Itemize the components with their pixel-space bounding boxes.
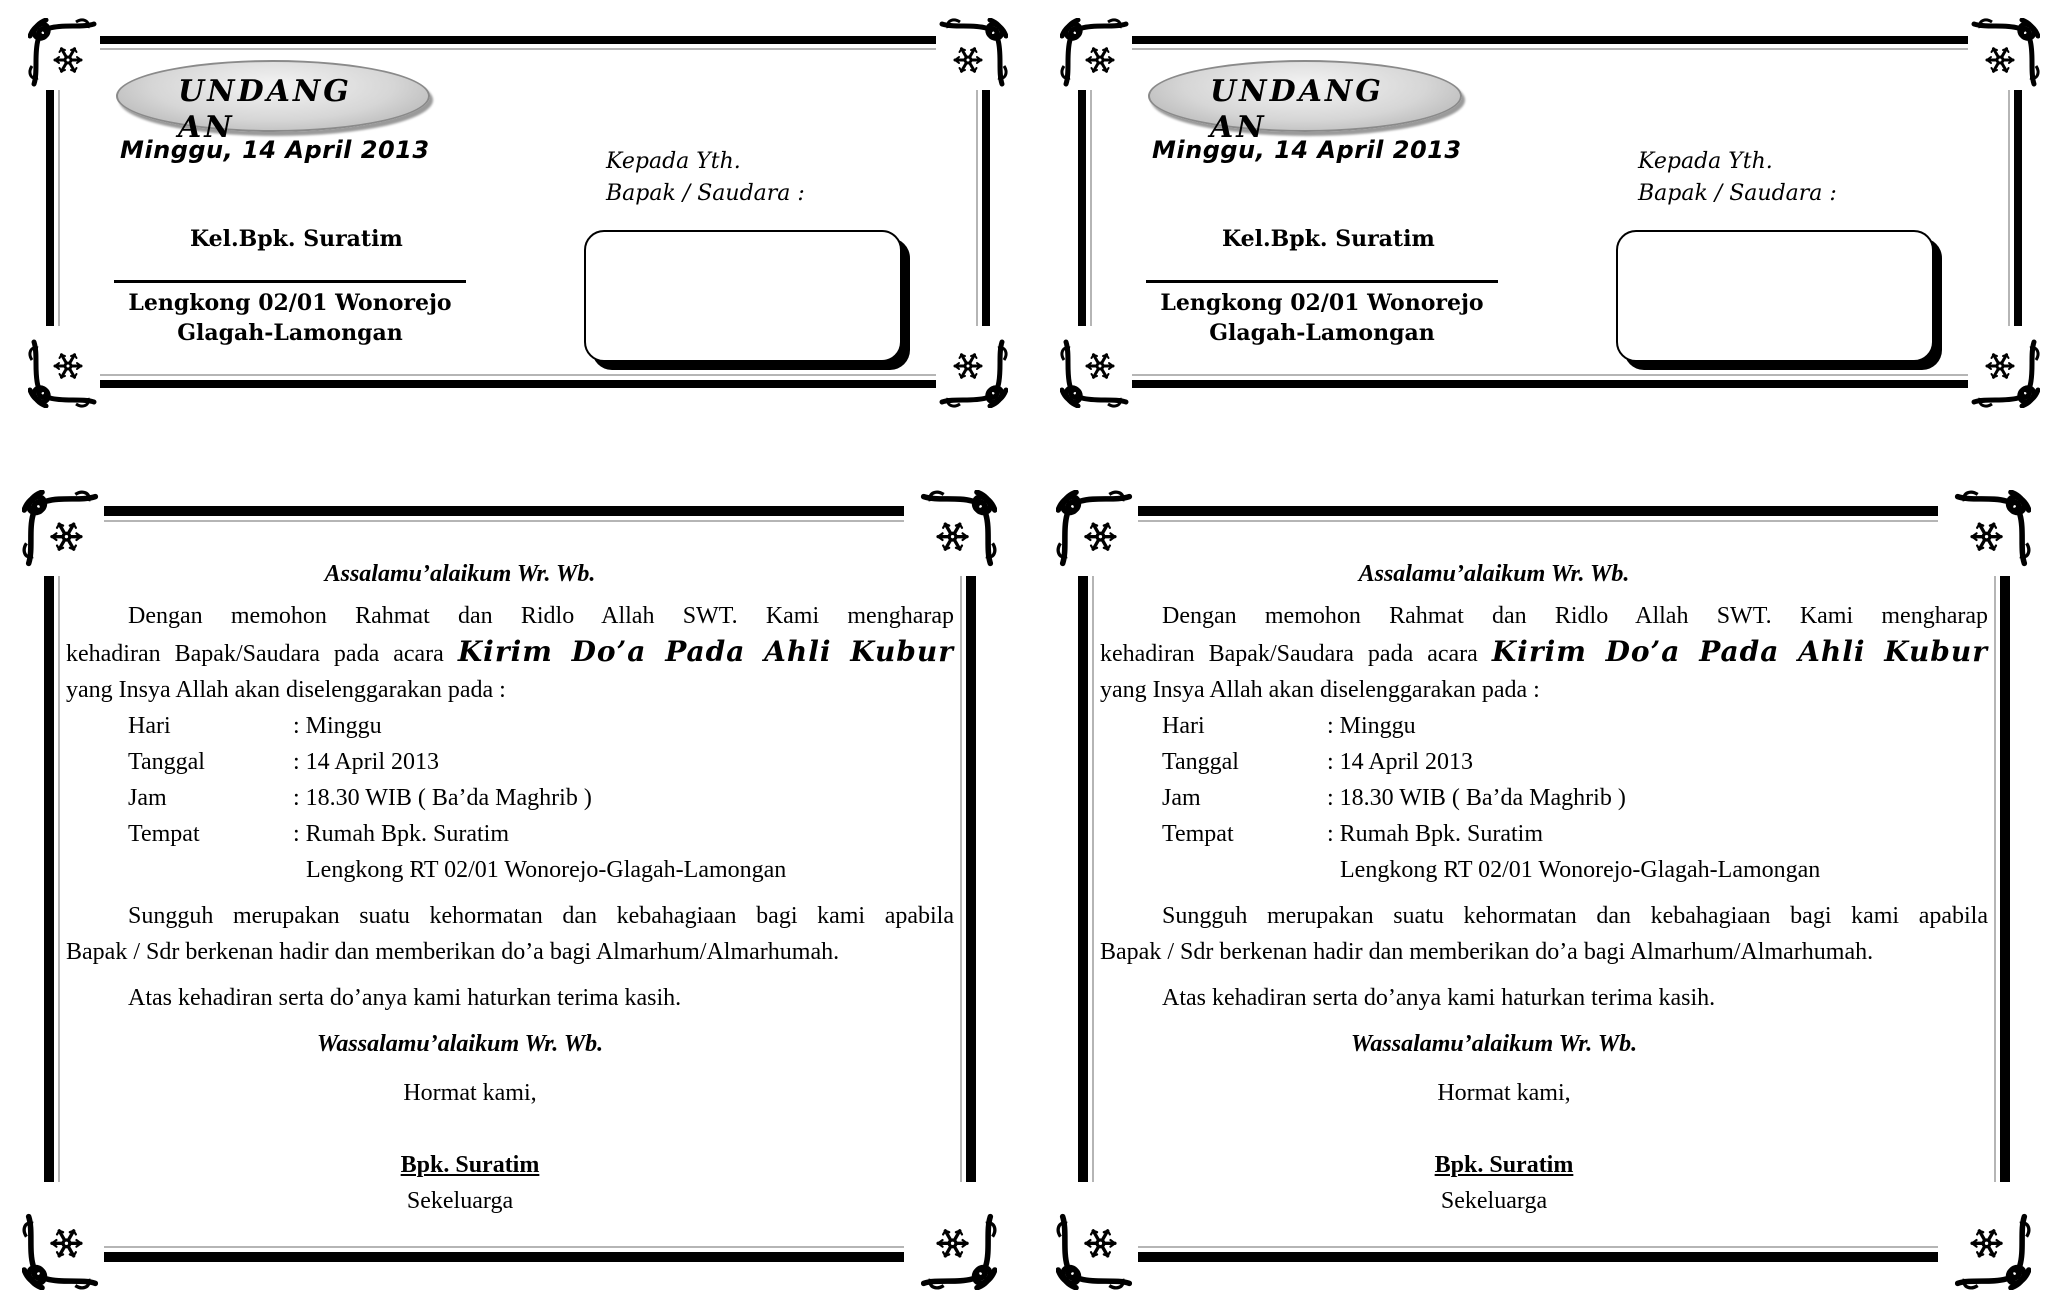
greeting: Assalamu’alaikum Wr. Wb. xyxy=(324,561,596,587)
title-text: UNDANGAN xyxy=(1210,74,1384,145)
detail-row xyxy=(1100,708,1988,744)
frame-right xyxy=(982,90,990,326)
frame-left xyxy=(46,90,54,326)
corner-ornament-icon xyxy=(28,18,100,90)
detail-row xyxy=(66,708,954,744)
title-text: UNDANGAN xyxy=(178,74,352,145)
detail-label: Tempat xyxy=(1162,821,1234,847)
recipient-label xyxy=(1638,146,1837,210)
detail-value: : 14 April 2013 xyxy=(1327,749,1474,775)
detail-row xyxy=(1100,780,1988,816)
corner-ornament-icon xyxy=(917,1210,997,1290)
frame-bottom-inner xyxy=(1138,1246,1938,1248)
frame-bottom xyxy=(1138,1252,1938,1262)
detail-label: Tanggal xyxy=(1162,749,1239,775)
signer-note: Sekeluarga xyxy=(1440,1188,1548,1214)
detail-value: : Rumah Bpk. Suratim xyxy=(293,821,509,847)
letter-card-left xyxy=(22,490,997,1290)
greeting: Assalamu’alaikum Wr. Wb. xyxy=(1358,561,1630,587)
detail-value: : Minggu xyxy=(293,713,382,739)
detail-value: : 14 April 2013 xyxy=(293,749,440,775)
corner-ornament-icon xyxy=(1056,1210,1136,1290)
frame-bottom-inner xyxy=(1132,374,1968,376)
closing: Wassalamu’alaikum Wr. Wb. xyxy=(316,1031,604,1057)
frame-top-inner xyxy=(104,520,904,522)
signer-note: Sekeluarga xyxy=(406,1188,514,1214)
detail-row xyxy=(1100,816,1988,852)
frame-bottom xyxy=(104,1252,904,1262)
corner-ornament-icon xyxy=(1060,336,1132,408)
frame-bottom-inner xyxy=(104,1246,904,1248)
event-name: Kirim Do’a Pada Ahli Kubur xyxy=(1491,635,1988,668)
closing: Wassalamu’alaikum Wr. Wb. xyxy=(1350,1031,1638,1057)
detail-label: Tanggal xyxy=(128,749,205,775)
detail-row xyxy=(66,816,954,852)
detail-row xyxy=(66,780,954,816)
frame-top xyxy=(104,506,904,516)
recipient-line: Bapak / Saudara : xyxy=(606,181,805,206)
paragraph-line: Sungguh merupakan suatu kehormatan dan kebahagiaan bagi kami apabila xyxy=(128,903,954,929)
paragraph-line: Atas kehadiran serta do’anya kami haturkan terima kasih. xyxy=(1162,985,1716,1011)
letter-card-right xyxy=(1056,490,2031,1290)
signer-name: Bpk. Suratim xyxy=(1434,1152,1574,1178)
frame-left xyxy=(44,576,54,1182)
title-badge xyxy=(1148,60,1462,145)
envelope-card-left xyxy=(28,18,1008,408)
corner-ornament-icon xyxy=(1951,1210,2031,1290)
title-badge xyxy=(116,60,430,145)
detail-value: : Rumah Bpk. Suratim xyxy=(1327,821,1543,847)
paragraph-line: yang Insya Allah akan diselenggarakan pada : xyxy=(66,677,506,703)
frame-top xyxy=(1132,36,1968,44)
paragraph-text: kehadiran Bapak/Saudara pada acara xyxy=(66,641,444,667)
recipient-address-box[interactable] xyxy=(584,230,902,362)
paragraph-text: kehadiran Bapak/Saudara pada acara xyxy=(1100,641,1478,667)
detail-place-line2: Lengkong RT 02/01 Wonorejo-Glagah-Lamongan xyxy=(306,857,787,883)
frame-bottom xyxy=(1132,380,1968,388)
detail-label: Hari xyxy=(1162,713,1205,739)
envelope-address xyxy=(114,288,466,348)
detail-label: Jam xyxy=(1162,785,1201,811)
detail-label: Tempat xyxy=(128,821,200,847)
frame-top xyxy=(100,36,936,44)
recipient-address-box[interactable] xyxy=(1616,230,1934,362)
frame-top xyxy=(1138,506,1938,516)
detail-label: Hari xyxy=(128,713,171,739)
recipient-line: Bapak / Saudara : xyxy=(1638,181,1837,206)
frame-right xyxy=(2000,576,2010,1182)
recipient-line: Kepada Yth. xyxy=(1638,149,1773,174)
signer-name: Bpk. Suratim xyxy=(400,1152,540,1178)
paragraph-line: Dengan memohon Rahmat dan Ridlo Allah SWT. Kami mengharap xyxy=(128,603,954,629)
paragraph-line: Sungguh merupakan suatu kehormatan dan kebahagiaan bagi kami apabila xyxy=(1162,903,1988,929)
frame-right-inner xyxy=(960,576,962,1182)
letter-body xyxy=(66,556,954,1062)
frame-right xyxy=(966,576,976,1182)
envelope-date: Minggu, 14 April 2013 xyxy=(1152,136,1462,164)
detail-label: Jam xyxy=(128,785,167,811)
address-line: Lengkong 02/01 Wonorejo xyxy=(1160,290,1484,316)
envelope-sender: Kel.Bpk. Suratim xyxy=(190,226,403,252)
corner-ornament-icon xyxy=(22,1210,102,1290)
frame-top-inner xyxy=(1138,520,1938,522)
frame-left-inner xyxy=(1092,576,1094,1182)
regards: Hormat kami, xyxy=(403,1080,537,1106)
frame-bottom-inner xyxy=(100,374,936,376)
paragraph-line: Bapak / Sdr berkenan hadir dan memberikan do’a bagi Almarhum/Almarhumah. xyxy=(66,939,840,965)
detail-value: : 18.30 WIB ( Ba’da Maghrib ) xyxy=(293,785,592,811)
sender-divider xyxy=(1146,280,1498,283)
corner-ornament-icon xyxy=(1968,18,2040,90)
frame-right-inner xyxy=(1994,576,1996,1182)
frame-left-inner xyxy=(1090,90,1092,326)
address-line: Lengkong 02/01 Wonorejo xyxy=(128,290,452,316)
envelope-sender: Kel.Bpk. Suratim xyxy=(1222,226,1435,252)
paragraph-line: yang Insya Allah akan diselenggarakan pada : xyxy=(1100,677,1540,703)
detail-place-line2: Lengkong RT 02/01 Wonorejo-Glagah-Lamongan xyxy=(1340,857,1821,883)
frame-top-inner xyxy=(100,48,936,50)
regards: Hormat kami, xyxy=(1437,1080,1571,1106)
frame-left-inner xyxy=(58,90,60,326)
frame-left xyxy=(1078,576,1088,1182)
recipient-line: Kepada Yth. xyxy=(606,149,741,174)
address-line: Glagah-Lamongan xyxy=(177,320,403,346)
corner-ornament-icon xyxy=(1060,18,1132,90)
corner-ornament-icon xyxy=(28,336,100,408)
frame-right xyxy=(2014,90,2022,326)
event-name: Kirim Do’a Pada Ahli Kubur xyxy=(457,635,954,668)
paragraph-line xyxy=(1100,634,1988,672)
envelope-address xyxy=(1146,288,1498,348)
frame-top-inner xyxy=(1132,48,1968,50)
sender-divider xyxy=(114,280,466,283)
detail-value: : 18.30 WIB ( Ba’da Maghrib ) xyxy=(1327,785,1626,811)
letter-body xyxy=(1100,556,1988,1062)
detail-value: : Minggu xyxy=(1327,713,1416,739)
detail-row xyxy=(1100,744,1988,780)
corner-ornament-icon xyxy=(1968,336,2040,408)
paragraph-line: Dengan memohon Rahmat dan Ridlo Allah SWT. Kami mengharap xyxy=(1162,603,1988,629)
paragraph-line: Atas kehadiran serta do’anya kami haturkan terima kasih. xyxy=(128,985,682,1011)
recipient-label xyxy=(606,146,805,210)
envelope-card-right xyxy=(1060,18,2040,408)
frame-left-inner xyxy=(58,576,60,1182)
detail-row xyxy=(66,744,954,780)
corner-ornament-icon xyxy=(936,336,1008,408)
frame-bottom xyxy=(100,380,936,388)
frame-right-inner xyxy=(976,90,978,326)
corner-ornament-icon xyxy=(936,18,1008,90)
frame-left xyxy=(1078,90,1086,326)
envelope-date: Minggu, 14 April 2013 xyxy=(120,136,430,164)
paragraph-line xyxy=(66,634,954,672)
address-line: Glagah-Lamongan xyxy=(1209,320,1435,346)
paragraph-line: Bapak / Sdr berkenan hadir dan memberikan do’a bagi Almarhum/Almarhumah. xyxy=(1100,939,1874,965)
frame-right-inner xyxy=(2008,90,2010,326)
